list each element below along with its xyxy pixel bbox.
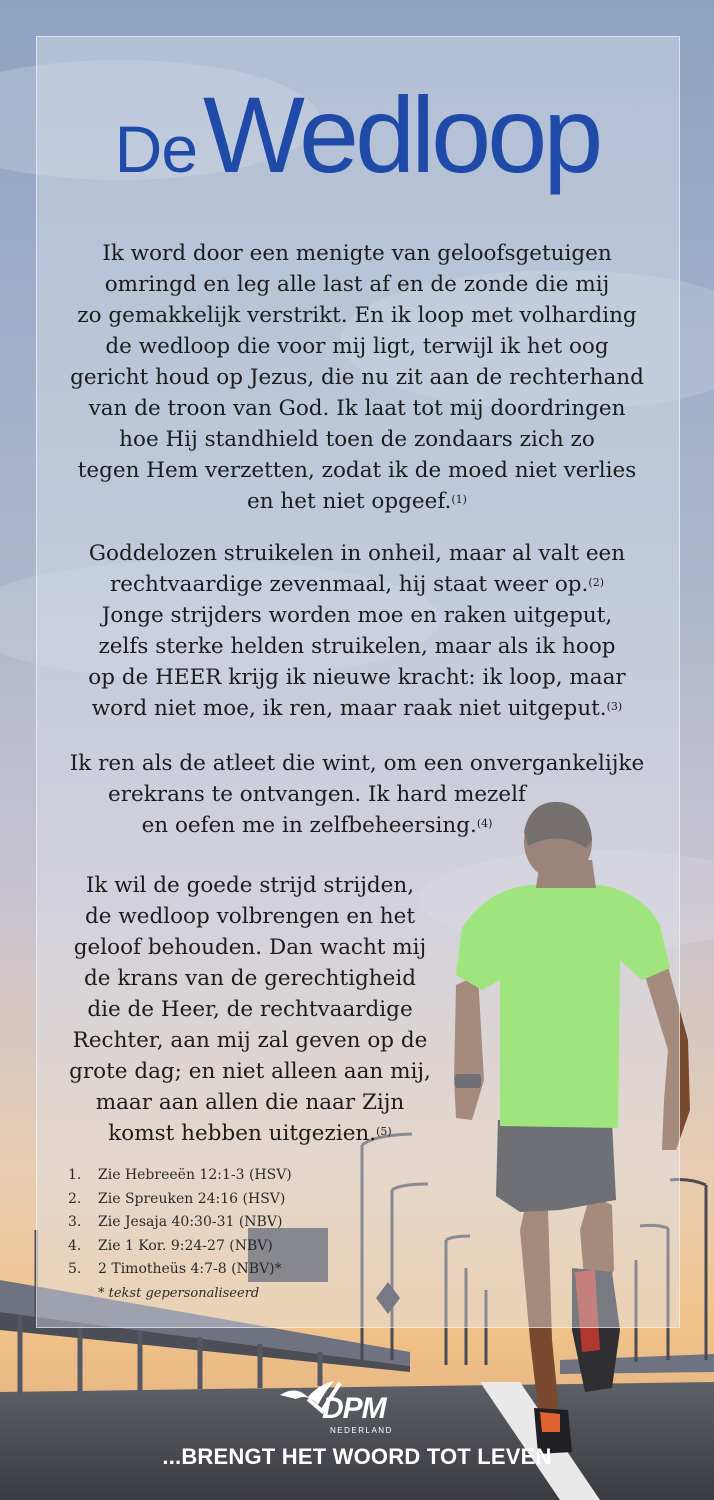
text-line: maar aan allen die naar Zijn (95, 1090, 405, 1115)
text-line: Rechter, aan mij zal geven op de (72, 1028, 428, 1053)
text-line: gericht houd op Jezus, die nu zit aan de rechterhand (70, 365, 644, 390)
page-title (0, 72, 714, 197)
text-line (40, 693, 674, 724)
footnote-ref: (3) (606, 700, 623, 713)
text-line (40, 810, 674, 841)
text-line (40, 569, 674, 600)
text-line-content: komst hebben uitgezien. (108, 1121, 377, 1146)
reference-number: 1. (68, 1167, 82, 1183)
text-line: de wedloop die voor mij ligt, terwijl ik het oog (105, 334, 609, 359)
text-line: Goddelozen struikelen in onheil, maar al valt een (88, 541, 626, 566)
text-line: Jonge strijders worden moe en raken uitgeput, (101, 603, 613, 628)
reference-text: Zie Hebreeën 12:1-3 (HSV) (98, 1167, 292, 1183)
reference-item (68, 1188, 292, 1212)
title-word-wedloop: Wedloop (203, 74, 600, 195)
reference-item (68, 1211, 292, 1235)
text-line: hoe Hij standhield toen de zondaars zich zo (119, 427, 595, 452)
footnote-ref: (5) (376, 1125, 392, 1138)
reference-text: 2 Timotheüs 4:7-8 (NBV)* (98, 1261, 282, 1277)
logo-name: DPM (322, 1392, 386, 1425)
text-line-content: en oefen me in zelfbeheersing. (141, 813, 477, 838)
text-line: de krans van de gerechtigheid (84, 966, 416, 991)
text-line: die de Heer, de rechtvaardige (87, 997, 413, 1022)
text-line: zelfs sterke helden struikelen, maar als ik hoop (98, 634, 616, 659)
logo-subtitle: NEDERLAND (330, 1426, 393, 1435)
slogan: ...BRENGT HET WOORD TOT LEVEN (162, 1444, 552, 1469)
text-line: van de troon van God. Ik laat tot mij doordringen (88, 396, 626, 421)
text-line (40, 1118, 460, 1149)
text-line: Ik word door een menigte van geloofsgetuigen (102, 241, 612, 266)
paragraph-4 (40, 870, 460, 1149)
paragraph-2 (40, 538, 674, 724)
reference-text: Zie Jesaja 40:30-31 (NBV) (98, 1214, 283, 1230)
reference-list (68, 1164, 292, 1305)
text-line (40, 486, 674, 517)
footnote-ref: (1) (451, 493, 467, 506)
text-line: de wedloop volbrengen en het (85, 904, 415, 929)
reference-item (68, 1235, 292, 1259)
text-line: grote dag; en niet alleen aan mij, (69, 1059, 431, 1084)
footnote-ref: (4) (476, 817, 493, 830)
title-word-de: De (114, 112, 198, 186)
text-line-content: word niet moe, ik ren, maar raak niet uitgeput. (91, 696, 607, 721)
paragraph-3 (40, 748, 674, 841)
text-line: geloof behouden. Dan wacht mij (73, 935, 427, 960)
text-line: op de HEER krijg ik nieuwe kracht: ik loop, maar (88, 665, 626, 690)
reference-item (68, 1164, 292, 1188)
reference-number: 5. (68, 1261, 82, 1277)
reference-number: 3. (68, 1214, 82, 1230)
reference-number: 2. (68, 1190, 82, 1207)
text-line: omringd en leg alle last af en de zonde die mij (104, 272, 610, 297)
reference-text: Zie 1 Kor. 9:24-27 (NBV) (98, 1237, 273, 1254)
text-line-content: rechtvaardige zevenmaal, hij staat weer op. (110, 572, 589, 597)
text-line: erekrans te ontvangen. Ik hard mezelf (108, 782, 526, 807)
footnote-ref: (2) (588, 576, 604, 589)
reference-note: * tekst gepersonaliseerd (98, 1285, 260, 1301)
text-line: tegen Hem verzetten, zodat ik de moed niet verlies (77, 458, 637, 483)
text-line: Ik ren als de atleet die wint, om een onvergankelijke (69, 751, 645, 776)
reference-number: 4. (68, 1237, 82, 1254)
text-line-content: en het niet opgeef. (247, 489, 452, 514)
reference-text: Zie Spreuken 24:16 (HSV) (98, 1190, 286, 1207)
text-line: zo gemakkelijk verstrikt. En ik loop met volharding (77, 303, 637, 328)
reference-item (68, 1258, 292, 1282)
paragraph-1 (40, 238, 674, 517)
text-line: Ik wil de goede strijd strijden, (85, 873, 415, 898)
